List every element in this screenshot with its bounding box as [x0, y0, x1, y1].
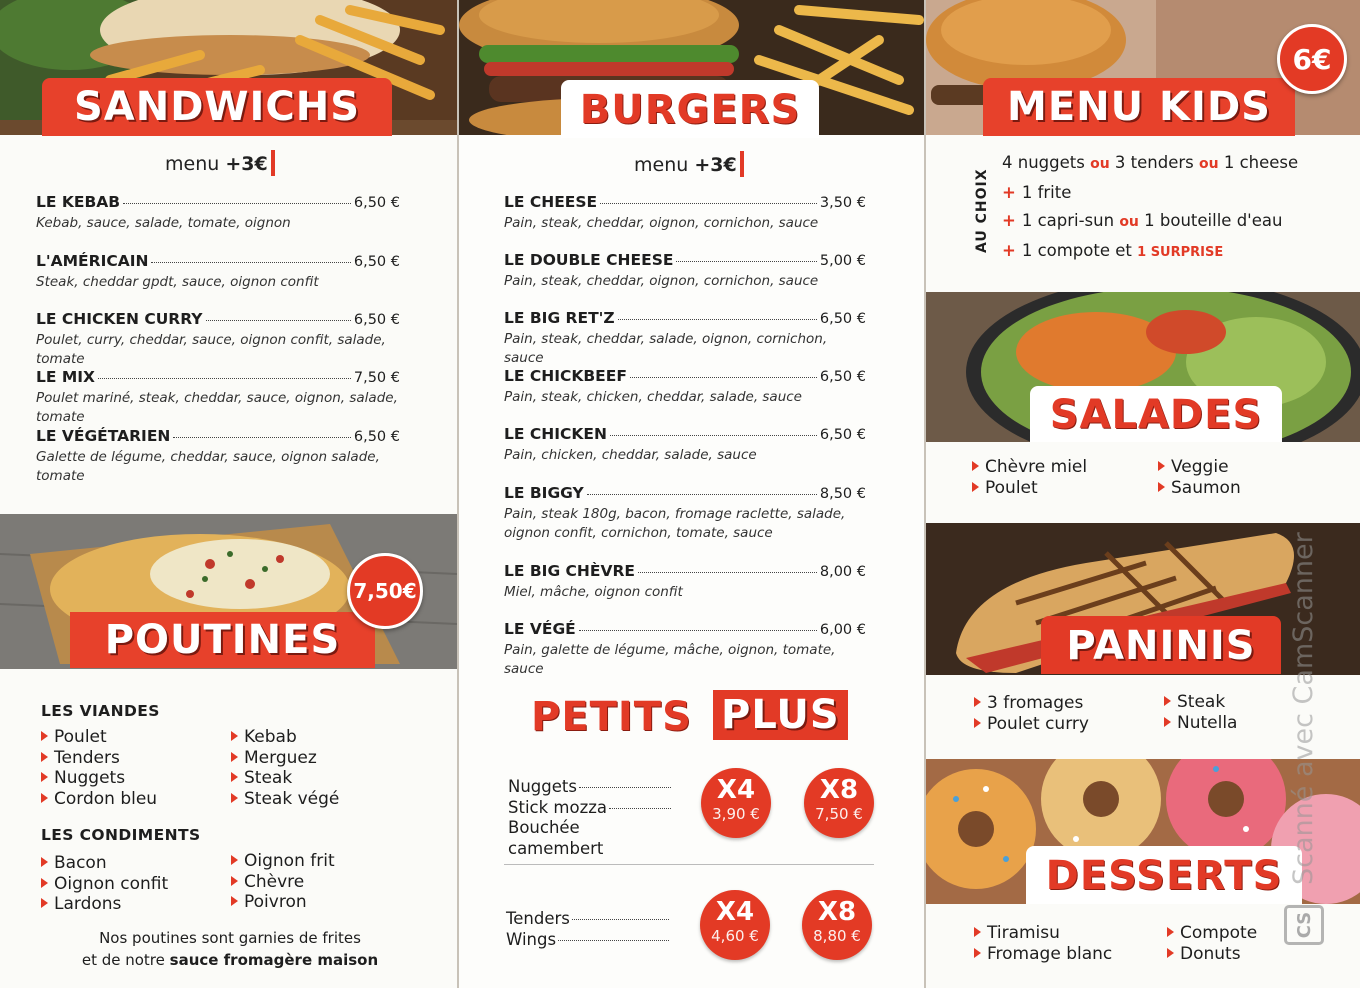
list-item	[1158, 478, 1241, 499]
viandes-heading: LES VIANDES	[41, 702, 160, 720]
arrow-icon	[231, 752, 238, 762]
petits-plus-item	[508, 798, 671, 819]
qty-price: 4,60 €	[711, 927, 759, 945]
arrow-icon	[1158, 482, 1165, 492]
dot-leader	[676, 261, 816, 262]
item-name: LE CHEESE	[504, 193, 598, 211]
petits-plus-item	[506, 930, 669, 951]
menu-item-line	[36, 252, 400, 270]
dot-leader	[579, 630, 817, 631]
qty-price: 8,80 €	[813, 927, 861, 945]
item-description: Pain, steak, cheddar, oignon, cornichon, sauce	[504, 215, 819, 231]
item-price: 6,00 €	[819, 622, 866, 638]
panel-kids-desserts	[926, 0, 1360, 988]
item-name: LE BIG RET'Z	[504, 309, 615, 327]
paninis-left-list	[974, 693, 1089, 734]
menu-surcharge: +3€	[225, 153, 268, 175]
item-price: 6,50 €	[353, 254, 400, 270]
burgers-title: BURGERS	[561, 80, 819, 138]
list-item-label: Veggie	[1171, 457, 1229, 477]
kids-title: MENU KIDS	[983, 78, 1295, 136]
list-item-label: Fromage blanc	[987, 943, 1113, 964]
salades-left-list	[972, 457, 1087, 498]
dot-leader	[558, 940, 669, 941]
dot-leader	[123, 203, 351, 204]
sandwichs-menu-price	[165, 150, 275, 176]
menu-item	[36, 252, 400, 292]
menu-item-line	[504, 562, 866, 580]
kids-opt-tenders: 3 tenders	[1114, 153, 1194, 172]
arrow-icon	[41, 857, 48, 867]
menu-item	[36, 310, 400, 369]
item-name: LE DOUBLE CHEESE	[504, 251, 674, 269]
dot-leader	[609, 808, 671, 809]
menu-item	[504, 193, 866, 233]
arrow-icon	[231, 896, 238, 906]
list-item	[41, 853, 168, 874]
arrow-icon	[972, 482, 979, 492]
menu-label: menu	[165, 153, 220, 175]
poutine-note	[40, 927, 420, 971]
item-price: 8,00 €	[819, 564, 866, 580]
item-name: LE CHICKEN CURRY	[36, 310, 203, 328]
note-line-2	[40, 949, 420, 971]
item-price: 6,50 €	[353, 195, 400, 211]
ou-connector: ou	[1199, 156, 1219, 172]
dot-leader	[638, 572, 817, 573]
kids-surprise: 1 SURPRISE	[1137, 244, 1224, 260]
item-price: 6,50 €	[819, 311, 866, 327]
item-description: Pain, steak, chicken, cheddar, salade, sauce	[504, 389, 802, 405]
kids-choice-main	[1002, 149, 1298, 179]
menu-item-line	[504, 425, 866, 443]
ou-connector: ou	[1119, 214, 1139, 230]
salades-right-list	[1158, 457, 1241, 498]
list-item	[974, 693, 1089, 714]
arrow-icon	[1164, 717, 1171, 727]
menu-item	[504, 425, 866, 465]
menu-item-line	[36, 193, 400, 211]
kids-opt-cheese: 1 cheese	[1223, 153, 1299, 172]
dot-leader	[630, 377, 817, 378]
menu-bar-decor	[271, 150, 275, 176]
list-item	[231, 727, 339, 748]
arrow-icon	[41, 772, 48, 782]
item-price: 5,00 €	[819, 253, 866, 269]
item-description: Pain, steak, cheddar, oignon, cornichon, sauce	[504, 273, 819, 289]
menu-item	[504, 367, 866, 407]
menu-item-line	[36, 310, 400, 328]
list-item-label: Poulet	[54, 727, 107, 747]
menu-item	[36, 427, 400, 486]
camscanner-watermark: Scanné avec CamScanner	[1288, 532, 1319, 885]
panel-burgers	[459, 0, 924, 988]
list-item	[1164, 713, 1237, 734]
kids-drink-a: 1 capri-sun	[1021, 211, 1115, 230]
menu-item	[504, 620, 866, 679]
list-item	[1167, 944, 1257, 965]
arrow-icon	[974, 697, 981, 707]
list-item	[41, 727, 157, 748]
dot-leader	[572, 919, 669, 920]
kids-price-badge: 6€	[1277, 24, 1347, 94]
condiments-left-list	[41, 853, 168, 915]
menu-item	[504, 562, 866, 602]
sandwichs-title: SANDWICHS	[42, 78, 392, 136]
kids-dessert	[1002, 237, 1298, 268]
menu-item	[36, 193, 400, 233]
petits-plus-name: Stick mozza	[508, 797, 607, 817]
list-item-label: Oignon frit	[244, 851, 335, 871]
petits-plus-item	[508, 777, 671, 798]
menu-item-line	[504, 251, 866, 269]
condiments-right-list	[231, 851, 335, 913]
kids-opt-nuggets: 4 nuggets	[1002, 153, 1085, 172]
list-item-label: Poulet curry	[987, 713, 1089, 734]
list-item	[1158, 457, 1241, 478]
item-description: Miel, mâche, oignon confit	[504, 584, 683, 600]
plus-icon: +	[1002, 182, 1016, 202]
item-name: LE CHICKBEEF	[504, 367, 627, 385]
dot-leader	[173, 437, 350, 438]
menu-item	[504, 484, 866, 543]
item-name: LE BIG CHÈVRE	[504, 562, 636, 580]
qty-label: X8	[817, 897, 857, 927]
list-item-label: Poivron	[244, 892, 307, 912]
arrow-icon	[1167, 927, 1174, 937]
list-item-label: Merguez	[244, 747, 317, 768]
dot-leader	[618, 319, 817, 320]
list-item	[231, 872, 335, 893]
menu-item-line	[504, 193, 866, 211]
paninis-title: PANINIS	[1041, 616, 1281, 674]
list-item	[41, 874, 168, 895]
kids-drink	[1002, 207, 1298, 237]
ou-connector: ou	[1090, 156, 1110, 172]
item-name: LE KEBAB	[36, 193, 121, 211]
note-line-2-bold: sauce fromagère maison	[169, 951, 379, 969]
list-item-label: Tiramisu	[987, 923, 1060, 943]
qty-x4-badge	[700, 890, 770, 960]
list-item-label: Lardons	[54, 894, 122, 914]
menu-item-line	[36, 427, 400, 445]
dot-leader	[610, 435, 817, 436]
petits-plus-name: Tenders	[506, 909, 570, 928]
menu-surcharge: +3€	[694, 154, 737, 176]
arrow-icon	[974, 718, 981, 728]
dot-leader	[206, 320, 351, 321]
qty-price: 3,90 €	[712, 805, 760, 823]
item-name: LE BIGGY	[504, 484, 584, 502]
list-item	[231, 748, 339, 769]
menu-item-line	[36, 368, 400, 386]
viandes-right-list	[231, 727, 339, 809]
list-item-label: Bacon	[54, 853, 107, 873]
menu-item-line	[504, 309, 866, 327]
qty-price: 7,50 €	[815, 805, 863, 823]
item-name: L'AMÉRICAIN	[36, 252, 149, 270]
list-item-label: Compote	[1180, 923, 1258, 943]
menu-label: menu	[634, 154, 689, 176]
list-item-label: Steak	[1177, 692, 1226, 712]
arrow-icon	[974, 927, 981, 937]
panel-sandwichs-poutines	[0, 0, 457, 988]
petits-plus-name: Wings	[506, 929, 557, 949]
list-item	[231, 768, 339, 789]
dot-leader	[151, 262, 350, 263]
list-item	[41, 789, 157, 810]
condiments-heading: LES CONDIMENTS	[41, 826, 201, 844]
list-item-label: 3 fromages	[987, 693, 1084, 713]
burgers-menu-price	[634, 151, 744, 177]
item-name: LE VÉGÉ	[504, 620, 576, 638]
list-item	[974, 714, 1089, 735]
desserts-right-list	[1167, 923, 1257, 964]
item-price: 6,50 €	[353, 429, 400, 445]
item-name: LE VÉGÉTARIEN	[36, 427, 171, 445]
arrow-icon	[231, 772, 238, 782]
menu-item-line	[504, 367, 866, 385]
petits-plus-item	[506, 909, 669, 930]
list-item-label: Donuts	[1180, 943, 1241, 964]
qty-label: X8	[819, 775, 859, 805]
list-item-label: Steak	[244, 768, 293, 788]
note-line-1: Nos poutines sont garnies de frites	[99, 929, 361, 947]
list-item-label: Oignon confit	[54, 873, 169, 894]
petits-plus-item	[508, 818, 671, 859]
au-choix-label: AU CHOIX	[974, 168, 990, 253]
menu-item-line	[504, 484, 866, 502]
list-item	[231, 789, 339, 810]
list-item	[1164, 692, 1237, 713]
petits-plus-separator	[504, 864, 874, 865]
item-description: Poulet, curry, cheddar, sauce, oignon confit, salade, tomate	[36, 332, 386, 367]
qty-label: X4	[715, 897, 755, 927]
arrow-icon	[1158, 461, 1165, 471]
list-item	[41, 748, 157, 769]
petits-plus-title-a: PETITS	[531, 694, 692, 740]
petits-plus-group-1	[508, 777, 671, 859]
item-description: Kebab, sauce, salade, tomate, oignon	[36, 215, 291, 231]
item-price: 7,50 €	[353, 370, 400, 386]
paninis-right-list	[1164, 692, 1237, 733]
salades-title: SALADES	[1030, 386, 1282, 442]
menu-item-line	[504, 620, 866, 638]
item-description: Galette de légume, cheddar, sauce, oignon salade, tomate	[36, 449, 380, 484]
poutines-title: POUTINES	[70, 612, 375, 668]
plus-icon: +	[1002, 211, 1016, 230]
list-item	[231, 892, 335, 913]
list-item-label: Cordon bleu	[54, 788, 158, 809]
list-item-label: Poulet	[985, 477, 1038, 498]
petits-plus-name: Nuggets	[508, 777, 577, 796]
list-item	[41, 894, 168, 915]
poutine-price-badge: 7,50€	[347, 553, 423, 629]
arrow-icon	[1167, 948, 1174, 958]
dot-leader	[579, 787, 671, 788]
petits-plus-group-2	[506, 909, 669, 950]
viandes-left-list	[41, 727, 157, 809]
list-item-label: Kebab	[244, 727, 297, 747]
menu-item	[36, 368, 400, 427]
arrow-icon	[41, 793, 48, 803]
kids-drink-b: 1 bouteille d'eau	[1144, 211, 1283, 230]
arrow-icon	[972, 461, 979, 471]
kids-frite	[1002, 179, 1298, 208]
desserts-title: DESSERTS	[1026, 846, 1302, 904]
list-item-label: Nuggets	[54, 768, 126, 788]
list-item	[974, 923, 1112, 944]
qty-x8-badge	[802, 890, 872, 960]
list-item-label: Nutella	[1177, 712, 1238, 733]
arrow-icon	[974, 948, 981, 958]
menu-item	[504, 309, 866, 368]
list-item	[41, 768, 157, 789]
arrow-icon	[231, 793, 238, 803]
petits-plus-name: Bouchée camembert	[508, 818, 604, 858]
item-price: 6,50 €	[353, 312, 400, 328]
list-item	[972, 457, 1087, 478]
kids-contents	[1002, 149, 1298, 267]
arrow-icon	[41, 878, 48, 888]
qty-x4-badge	[701, 768, 771, 838]
list-item	[231, 851, 335, 872]
arrow-icon	[231, 731, 238, 741]
item-description: Pain, chicken, cheddar, salade, sauce	[504, 447, 757, 463]
item-description: Steak, cheddar gpdt, sauce, oignon confit	[36, 274, 319, 290]
kids-frite-text: 1 frite	[1021, 182, 1072, 202]
desserts-left-list	[974, 923, 1112, 964]
arrow-icon	[41, 898, 48, 908]
list-item	[1167, 923, 1257, 944]
dot-leader	[98, 378, 351, 379]
list-item-label: Chèvre miel	[985, 457, 1088, 477]
item-name: LE CHICKEN	[504, 425, 607, 443]
note-line-2-text: et de notre	[81, 951, 170, 969]
menu-bar-decor	[740, 151, 744, 177]
item-price: 3,50 €	[819, 195, 866, 211]
item-description: Pain, steak, cheddar, salade, oignon, cornichon, sauce	[504, 331, 828, 366]
item-price: 8,50 €	[819, 486, 866, 502]
list-item-label: Tenders	[54, 747, 120, 768]
list-item-label: Chèvre	[244, 871, 305, 892]
dot-leader	[600, 203, 817, 204]
arrow-icon	[231, 876, 238, 886]
arrow-icon	[231, 855, 238, 865]
menu-item	[504, 251, 866, 291]
list-item	[972, 478, 1087, 499]
list-item	[974, 944, 1112, 965]
qty-x8-badge	[804, 768, 874, 838]
list-item-label: Saumon	[1171, 477, 1241, 498]
plus-icon: +	[1002, 240, 1016, 260]
item-description: Pain, galette de légume, mâche, oignon, tomate, sauce	[504, 642, 836, 677]
petits-plus-title-b: PLUS	[713, 690, 848, 740]
item-price: 6,50 €	[819, 427, 866, 443]
list-item-label: Steak végé	[244, 788, 340, 809]
kids-compote: 1 compote et	[1021, 240, 1132, 260]
arrow-icon	[41, 752, 48, 762]
item-description: Poulet mariné, steak, cheddar, sauce, oignon, salade, tomate	[36, 390, 398, 425]
dot-leader	[587, 494, 817, 495]
item-description: Pain, steak 180g, bacon, fromage raclette, salade, oignon confit, cornichon, tomate, sauce	[504, 506, 846, 541]
arrow-icon	[41, 731, 48, 741]
item-name: LE MIX	[36, 368, 96, 386]
item-price: 6,50 €	[819, 369, 866, 385]
arrow-icon	[1164, 696, 1171, 706]
qty-label: X4	[716, 775, 756, 805]
camscanner-logo: CS	[1284, 905, 1324, 945]
